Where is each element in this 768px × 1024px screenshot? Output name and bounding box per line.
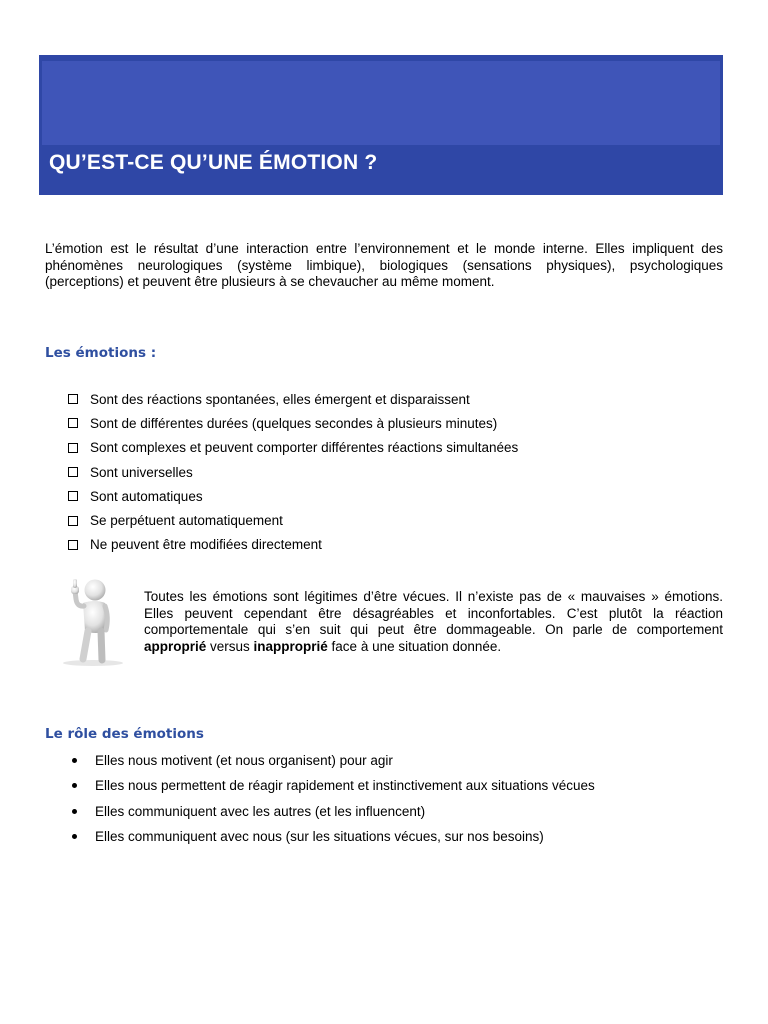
bullet-icon <box>72 809 77 814</box>
list-item <box>72 773 595 798</box>
list-item <box>68 436 518 460</box>
list-item-text: Elles nous motivent (et nous organisent) pour agir <box>95 753 393 769</box>
list-item-text: Elles communiquent avec les autres (et les influencent) <box>95 803 426 819</box>
note-text-end: face à une situation donnée. <box>327 638 502 654</box>
list-item <box>68 387 518 411</box>
checkbox-icon <box>68 443 78 453</box>
list-item <box>72 748 595 773</box>
section-heading-role: Le rôle des émotions <box>45 726 204 742</box>
list-item <box>68 484 518 508</box>
bullet-icon <box>72 758 77 763</box>
role-bullet-list <box>72 748 595 849</box>
list-item <box>68 411 518 435</box>
list-item-text: Ne peuvent être modifiées directement <box>90 537 322 553</box>
page-title: QU’EST-CE QU’UNE ÉMOTION ? <box>49 151 378 174</box>
list-item-text: Sont universelles <box>90 464 193 480</box>
list-item <box>68 533 518 557</box>
checkbox-icon <box>68 467 78 477</box>
list-item <box>72 824 595 849</box>
note-text-start: Toutes les émotions sont légitimes d’être vécues. Il n’existe pas de « mauvaises » émotions. Elles peuvent cependant être désagréables et inconfortables. C’est plutôt la réaction comportementale qui s’en suit qui peut être dommageable. On parle de comportement <box>144 589 723 637</box>
list-item-text: Sont de différentes durées (quelques secondes à plusieurs minutes) <box>90 415 498 431</box>
intro-paragraph: L’émotion est le résultat d’une interaction entre l’environnement et le monde interne. Elles impliquent des phénomènes neurologiques (système limbique), biologiques (sensations physiques), psychologiques (perceptions) et peuvent être plusieurs à se chevaucher au même moment. <box>45 241 723 289</box>
list-item <box>68 508 518 532</box>
note-bold-inappropriate: inapproprié <box>253 638 328 654</box>
banner-top-band <box>42 61 720 145</box>
note-paragraph <box>144 589 723 655</box>
list-item-text: Sont des réactions spontanées, elles émergent et disparaissent <box>90 391 470 407</box>
list-item-text: Se perpétuent automatiquement <box>90 513 283 529</box>
checkbox-icon <box>68 418 78 428</box>
title-banner <box>39 55 723 195</box>
list-item-text: Sont automatiques <box>90 488 203 504</box>
emotions-checklist <box>68 387 518 557</box>
thumbs-up-figure-icon <box>47 575 131 667</box>
checkbox-icon <box>68 540 78 550</box>
note-bold-appropriate: approprié <box>144 638 207 654</box>
list-item-text: Elles nous permettent de réagir rapidement et instinctivement aux situations vécues <box>95 778 595 794</box>
list-item-text: Sont complexes et peuvent comporter différentes réactions simultanées <box>90 440 519 456</box>
section-heading-emotions: Les émotions : <box>45 345 157 361</box>
bullet-icon <box>72 783 77 788</box>
list-item <box>72 799 595 824</box>
bullet-icon <box>72 834 77 839</box>
checkbox-icon <box>68 394 78 404</box>
checkbox-icon <box>68 516 78 526</box>
checkbox-icon <box>68 491 78 501</box>
list-item <box>68 460 518 484</box>
list-item-text: Elles communiquent avec nous (sur les situations vécues, sur nos besoins) <box>95 829 544 845</box>
note-text-middle: versus <box>206 638 254 654</box>
